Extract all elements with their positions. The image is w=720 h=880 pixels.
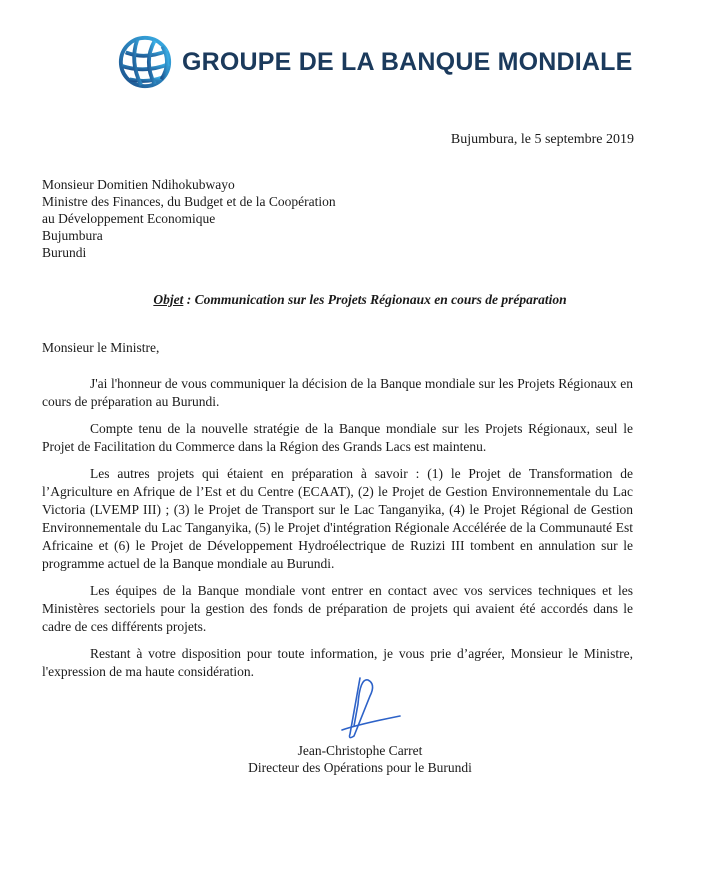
paragraph: Les autres projets qui étaient en préparation à savoir : (1) le Projet de Transformation de l’Agriculture en Afrique de l’Est et du Centre (ECAAT), (2) le Projet de Gestion Environnementale du Lac Victoria (LVEMP III) ; (3) le Projet de Transport sur le Lac Tanganyika, (4) le Projet Régional de Gestion Environnementale du Lac Tanganyika, (5) le Projet d'intégration Régionale Accélérée de la Communauté Est Africaine et (6) le Projet de Développement Hydroélectrique de Ruzizi III tombent en annulation sur le programme actuel de la Banque mondiale au Burundi. [42, 466, 633, 571]
subject-label: Objet [153, 292, 184, 307]
recipient-title-cont: au Développement Economique [42, 211, 216, 226]
globe-icon [116, 33, 174, 91]
organization-name: GROUPE DE LA BANQUE MONDIALE [182, 47, 633, 76]
paragraph: J'ai l'honneur de vous communiquer la décision de la Banque mondiale sur les Projets Régionaux en cours de préparation au Burundi. [42, 376, 633, 409]
recipient-name: Monsieur Domitien Ndihokubwayo [42, 177, 235, 192]
recipient-country: Burundi [42, 245, 87, 260]
subject-line [0, 292, 720, 308]
signer-name: Jean-Christophe Carret [297, 743, 423, 758]
closing-paragraph: Restant à votre disposition pour toute information, je vous prie d’agréer, Monsieur le Ministre, l'expression de ma haute considération. [42, 646, 633, 679]
signature-icon [320, 674, 410, 744]
salutation: Monsieur le Ministre, [42, 340, 160, 355]
letter-date: Bujumbura, le 5 septembre 2019 [450, 132, 634, 147]
subject-text: : Communication sur les Projets Régionaux en cours de préparation [183, 292, 567, 307]
signature-block [0, 742, 720, 776]
recipient-city: Bujumbura [42, 228, 103, 243]
recipient-address [42, 176, 336, 261]
world-bank-logo [116, 33, 633, 91]
paragraph: Les équipes de la Banque mondiale vont entrer en contact avec vos services techniques et les Ministères sectoriels pour la gestion des fonds de préparation de projets qui avaient été accordés dans le cadre de ces différents projets. [42, 583, 633, 634]
paragraph: Compte tenu de la nouvelle stratégie de la Banque mondiale sur les Projets Régionaux, seul le Projet de Facilitation du Commerce dans la Région des Grands Lacs est maintenu. [42, 421, 633, 454]
recipient-title: Ministre des Finances, du Budget et de la Coopération [42, 194, 336, 209]
signer-title: Directeur des Opérations pour le Burundi [248, 760, 472, 775]
